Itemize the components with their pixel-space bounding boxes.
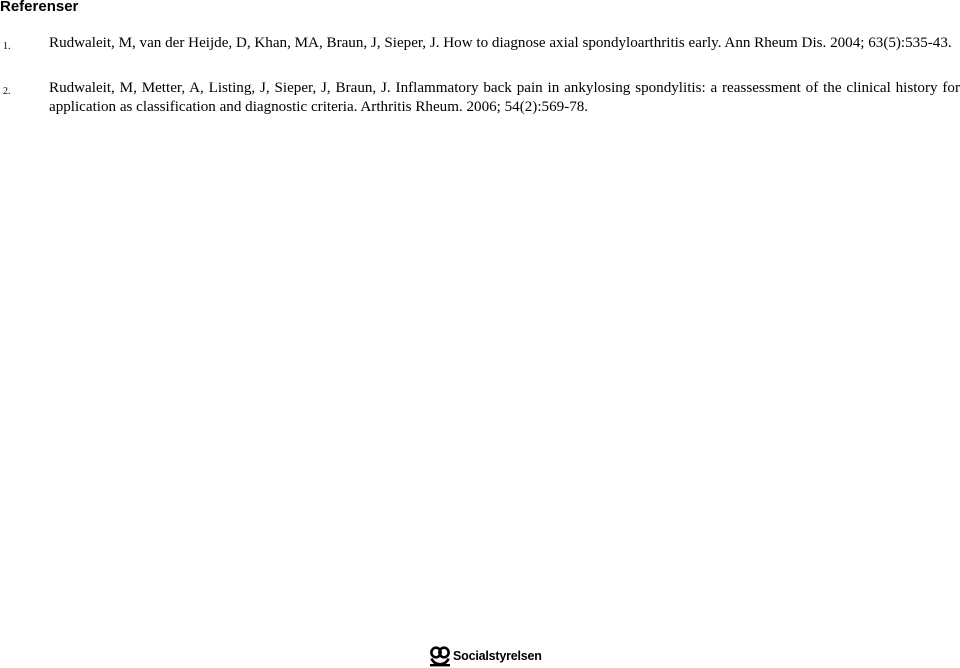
reference-number: 1. (3, 41, 11, 52)
reference-number: 2. (3, 86, 11, 97)
section-heading: Referenser (0, 0, 79, 15)
reference-text: Rudwaleit, M, van der Heijde, D, Khan, MA, Braun, J, Sieper, J. How to diagnose axial spondyloarthritis early. Ann Rheum Dis. 2004; 63(5):535-43. (49, 35, 952, 51)
socialstyrelsen-logo (429, 644, 542, 668)
logo-wordmark: Socialstyrelsen (453, 649, 542, 663)
socialstyrelsen-emblem-icon (429, 645, 451, 667)
reference-text: Rudwaleit, M, Metter, A, Listing, J, Sieper, J, Braun, J. Inflammatory back pain in ankylosing spondylitis: a reassessment of the clinical history for application as classification and diagnostic criteria. Arthritis Rheum. 2006; 54(2):569-78. (49, 80, 960, 115)
